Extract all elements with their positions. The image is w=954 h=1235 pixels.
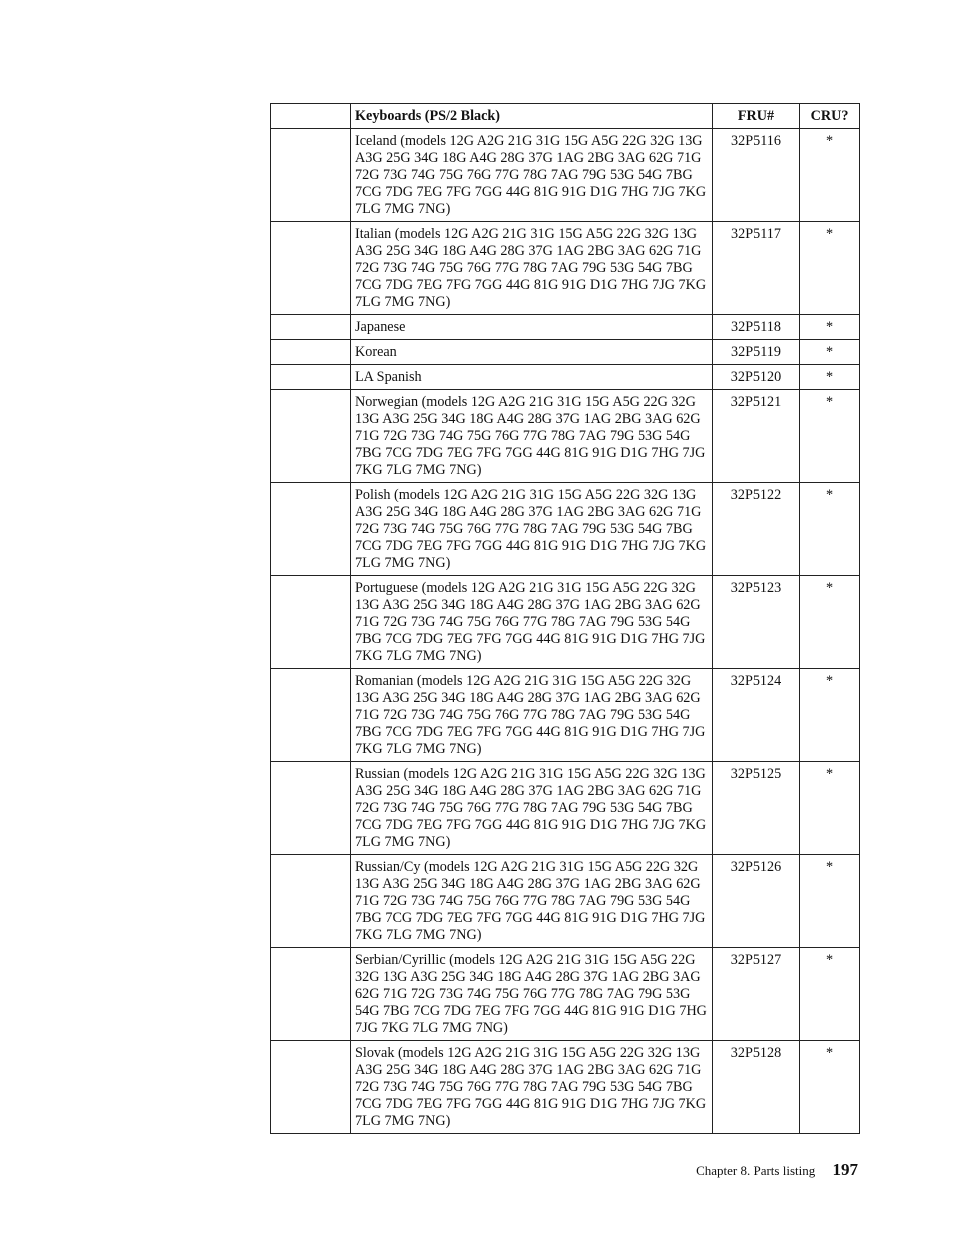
blank-cell bbox=[271, 948, 351, 1041]
description-cell: Portuguese (models 12G A2G 21G 31G 15G A5G 22G 32G 13G A3G 25G 34G 18G A4G 28G 37G 1AG 2BG 3AG 62G 71G 72G 73G 74G 75G 76G 77G 78G 7AG 79G 53G 54G 7BG 7CG 7DG 7EG 7FG 7GG 44G 81G 91G D1G 7HG 7JG 7KG 7LG 7MG 7NG) bbox=[351, 576, 713, 669]
table-row bbox=[271, 855, 860, 948]
description-cell: Korean bbox=[351, 340, 713, 365]
description-cell: Serbian/Cyrillic (models 12G A2G 21G 31G 15G A5G 22G 32G 13G A3G 25G 34G 18G A4G 28G 37G 1AG 2BG 3AG 62G 71G 72G 73G 74G 75G 76G 77G 78G 7AG 79G 53G 54G 7BG 7CG 7DG 7EG 7FG 7GG 44G 81G 91G D1G 7HG 7JG 7KG 7LG 7MG 7NG) bbox=[351, 948, 713, 1041]
cru-cell: * bbox=[800, 762, 860, 855]
table-header-row bbox=[271, 104, 860, 129]
fru-cell: 32P5119 bbox=[713, 340, 800, 365]
table-row bbox=[271, 315, 860, 340]
fru-cell: 32P5125 bbox=[713, 762, 800, 855]
blank-cell bbox=[271, 1041, 351, 1134]
fru-cell: 32P5126 bbox=[713, 855, 800, 948]
cru-cell: * bbox=[800, 855, 860, 948]
description-cell: LA Spanish bbox=[351, 365, 713, 390]
category-header: Keyboards (PS/2 Black) bbox=[351, 104, 713, 129]
fru-cell: 32P5121 bbox=[713, 390, 800, 483]
table-row bbox=[271, 948, 860, 1041]
cru-cell: * bbox=[800, 222, 860, 315]
cru-cell: * bbox=[800, 390, 860, 483]
page-footer bbox=[696, 1160, 858, 1180]
blank-cell bbox=[271, 390, 351, 483]
table-row bbox=[271, 365, 860, 390]
blank-cell bbox=[271, 762, 351, 855]
description-cell: Norwegian (models 12G A2G 21G 31G 15G A5G 22G 32G 13G A3G 25G 34G 18G A4G 28G 37G 1AG 2BG 3AG 62G 71G 72G 73G 74G 75G 76G 77G 78G 7AG 79G 53G 54G 7BG 7CG 7DG 7EG 7FG 7GG 44G 81G 91G D1G 7HG 7JG 7KG 7LG 7MG 7NG) bbox=[351, 390, 713, 483]
cru-cell: * bbox=[800, 340, 860, 365]
cru-cell: * bbox=[800, 576, 860, 669]
blank-cell bbox=[271, 483, 351, 576]
table-row bbox=[271, 669, 860, 762]
blank-header-cell bbox=[271, 104, 351, 129]
cru-header: CRU? bbox=[800, 104, 860, 129]
blank-cell bbox=[271, 669, 351, 762]
table-row bbox=[271, 483, 860, 576]
blank-cell bbox=[271, 315, 351, 340]
description-cell: Italian (models 12G A2G 21G 31G 15G A5G 22G 32G 13G A3G 25G 34G 18G A4G 28G 37G 1AG 2BG 3AG 62G 71G 72G 73G 74G 75G 76G 77G 78G 7AG 79G 53G 54G 7BG 7CG 7DG 7EG 7FG 7GG 44G 81G 91G D1G 7HG 7JG 7KG 7LG 7MG 7NG) bbox=[351, 222, 713, 315]
table-row bbox=[271, 1041, 860, 1134]
table-row bbox=[271, 129, 860, 222]
fru-cell: 32P5116 bbox=[713, 129, 800, 222]
description-cell: Polish (models 12G A2G 21G 31G 15G A5G 22G 32G 13G A3G 25G 34G 18G A4G 28G 37G 1AG 2BG 3AG 62G 71G 72G 73G 74G 75G 76G 77G 78G 7AG 79G 53G 54G 7BG 7CG 7DG 7EG 7FG 7GG 44G 81G 91G D1G 7HG 7JG 7KG 7LG 7MG 7NG) bbox=[351, 483, 713, 576]
blank-cell bbox=[271, 222, 351, 315]
description-cell: Iceland (models 12G A2G 21G 31G 15G A5G 22G 32G 13G A3G 25G 34G 18G A4G 28G 37G 1AG 2BG 3AG 62G 71G 72G 73G 74G 75G 76G 77G 78G 7AG 79G 53G 54G 7BG 7CG 7DG 7EG 7FG 7GG 44G 81G 91G D1G 7HG 7JG 7KG 7LG 7MG 7NG) bbox=[351, 129, 713, 222]
chapter-title: Chapter 8. Parts listing bbox=[696, 1163, 816, 1178]
page-number: 197 bbox=[832, 1160, 858, 1179]
blank-cell bbox=[271, 129, 351, 222]
fru-cell: 32P5127 bbox=[713, 948, 800, 1041]
table-row bbox=[271, 340, 860, 365]
blank-cell bbox=[271, 340, 351, 365]
table-row bbox=[271, 222, 860, 315]
fru-cell: 32P5117 bbox=[713, 222, 800, 315]
table-row bbox=[271, 576, 860, 669]
fru-header: FRU# bbox=[713, 104, 800, 129]
parts-table bbox=[270, 103, 860, 1134]
cru-cell: * bbox=[800, 1041, 860, 1134]
description-cell: Russian (models 12G A2G 21G 31G 15G A5G 22G 32G 13G A3G 25G 34G 18G A4G 28G 37G 1AG 2BG 3AG 62G 71G 72G 73G 74G 75G 76G 77G 78G 7AG 79G 53G 54G 7BG 7CG 7DG 7EG 7FG 7GG 44G 81G 91G D1G 7HG 7JG 7KG 7LG 7MG 7NG) bbox=[351, 762, 713, 855]
cru-cell: * bbox=[800, 669, 860, 762]
blank-cell bbox=[271, 855, 351, 948]
blank-cell bbox=[271, 576, 351, 669]
cru-cell: * bbox=[800, 315, 860, 340]
fru-cell: 32P5123 bbox=[713, 576, 800, 669]
table-row bbox=[271, 762, 860, 855]
fru-cell: 32P5128 bbox=[713, 1041, 800, 1134]
cru-cell: * bbox=[800, 129, 860, 222]
table-row bbox=[271, 390, 860, 483]
description-cell: Romanian (models 12G A2G 21G 31G 15G A5G 22G 32G 13G A3G 25G 34G 18G A4G 28G 37G 1AG 2BG 3AG 62G 71G 72G 73G 74G 75G 76G 77G 78G 7AG 79G 53G 54G 7BG 7CG 7DG 7EG 7FG 7GG 44G 81G 91G D1G 7HG 7JG 7KG 7LG 7MG 7NG) bbox=[351, 669, 713, 762]
cru-cell: * bbox=[800, 483, 860, 576]
fru-cell: 32P5122 bbox=[713, 483, 800, 576]
description-cell: Japanese bbox=[351, 315, 713, 340]
cru-cell: * bbox=[800, 948, 860, 1041]
blank-cell bbox=[271, 365, 351, 390]
fru-cell: 32P5120 bbox=[713, 365, 800, 390]
description-cell: Slovak (models 12G A2G 21G 31G 15G A5G 22G 32G 13G A3G 25G 34G 18G A4G 28G 37G 1AG 2BG 3AG 62G 71G 72G 73G 74G 75G 76G 77G 78G 7AG 79G 53G 54G 7BG 7CG 7DG 7EG 7FG 7GG 44G 81G 91G D1G 7HG 7JG 7KG 7LG 7MG 7NG) bbox=[351, 1041, 713, 1134]
fru-cell: 32P5124 bbox=[713, 669, 800, 762]
description-cell: Russian/Cy (models 12G A2G 21G 31G 15G A5G 22G 32G 13G A3G 25G 34G 18G A4G 28G 37G 1AG 2BG 3AG 62G 71G 72G 73G 74G 75G 76G 77G 78G 7AG 79G 53G 54G 7BG 7CG 7DG 7EG 7FG 7GG 44G 81G 91G D1G 7HG 7JG 7KG 7LG 7MG 7NG) bbox=[351, 855, 713, 948]
cru-cell: * bbox=[800, 365, 860, 390]
fru-cell: 32P5118 bbox=[713, 315, 800, 340]
